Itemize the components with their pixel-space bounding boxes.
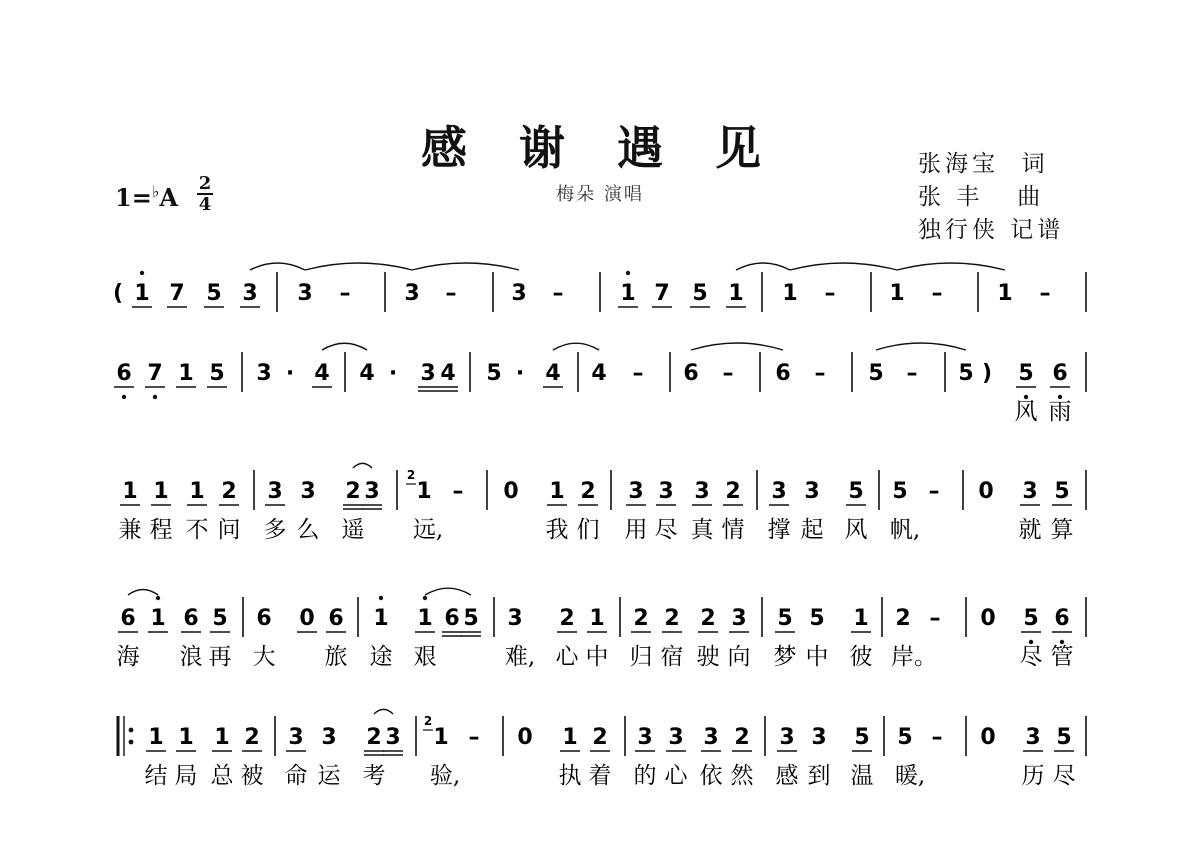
lyric-syllable: 海 [116,644,140,670]
note: 5 [809,606,825,631]
lyric-syllable: 尽 [1052,763,1076,789]
dash: – [906,361,918,386]
note: 5 [486,361,502,386]
note: 2 [725,479,741,504]
slur [305,263,412,270]
note: 3 [385,725,401,750]
note: 1 [214,725,230,750]
dash: – [722,361,734,386]
time-numerator: 2 [198,173,212,194]
lyric-syllable: 暖, [894,763,926,789]
note: 5 [463,606,479,631]
note: 3 [242,281,258,306]
lyric-syllable: 驶 [696,644,720,670]
repeat-dot [129,728,134,733]
note: 6 [256,606,272,631]
high-octave-dot [423,596,427,600]
note: 3 [507,606,523,631]
lyric-syllable: 我 [545,517,569,543]
transcriber-credit: 独行侠 记谱 [918,217,1065,243]
lyric-syllable: 岸。 [891,644,937,670]
slur [353,463,372,468]
note: 3 [297,281,313,306]
lyric-syllable: 算 [1050,517,1074,543]
note: 3 [1025,725,1041,750]
lyric-syllable: 多 [263,517,287,543]
note: 1 [373,606,389,631]
slur [425,588,471,595]
note: 1 [889,281,905,306]
note: 1 [728,281,744,306]
note: 1 [853,606,869,631]
note: 7 [147,361,163,386]
lyric-syllable: 旅 [324,644,348,670]
note: 5 [692,281,708,306]
lyric-syllable: 局 [174,763,198,789]
slur [250,263,305,270]
note: 4 [591,361,607,386]
lyric-syllable: 就 [1018,517,1042,543]
note: 2 [244,725,260,750]
note: 3 [267,479,283,504]
note: 3 [404,281,420,306]
lyric-syllable: 们 [576,517,600,543]
lyric-syllable: 着 [588,763,612,789]
note: 3 [256,361,272,386]
note: 2 [700,606,716,631]
note: 4 [359,361,375,386]
dot: · [515,361,525,386]
volta-number: 2 [406,468,416,482]
note: 5 [212,606,228,631]
note: 0 [299,606,315,631]
lyric-syllable: 情 [721,517,745,543]
dash: – [452,479,464,504]
lyric-syllable: 的 [633,763,657,789]
note: 5 [854,725,870,750]
note: 1 [782,281,798,306]
note: 1 [433,725,449,750]
composer-credit: 张 丰 曲 [918,184,1045,210]
note: 1 [178,361,194,386]
note: 7 [169,281,185,306]
note: 1 [997,281,1013,306]
dash: – [931,281,943,306]
lyric-syllable: 起 [800,517,824,543]
note: 5 [892,479,908,504]
time-denominator: 4 [198,194,212,215]
note: 5 [1054,479,1070,504]
volta-number: 2 [423,714,433,728]
lyric-syllable: 运 [317,763,341,789]
lyric-syllable: 浪 [179,644,203,670]
low-octave-dot [153,395,157,399]
note: 3 [637,725,653,750]
note: 4 [314,361,330,386]
lyric-syllable: 问 [217,517,241,543]
lyric-syllable: 心 [555,644,579,670]
slur [412,263,519,270]
dash: – [632,361,644,386]
lyric-syllable: 真 [690,517,714,543]
lyric-syllable: 宿 [660,644,684,670]
dash: – [931,725,943,750]
lyric-syllable: 依 [699,763,723,789]
lyric-syllable: 风 [844,517,868,543]
note: 1 [148,725,164,750]
lyric-syllable: 兼 [118,517,142,543]
note: 3 [703,725,719,750]
lyric-syllable: 尽 [654,517,678,543]
note: 2 [559,606,575,631]
lyric-syllable: 考 [362,763,386,789]
note: 1 [620,281,636,306]
lyric-syllable: 命 [284,763,308,789]
note: 3 [628,479,644,504]
lyric-syllable: 程 [149,517,173,543]
lyric-syllable: 大 [252,644,276,670]
lyric-syllable: 管 [1050,644,1074,670]
lyric-syllable: 感 [775,763,799,789]
note: 3 [364,479,380,504]
high-octave-dot [140,271,144,275]
note: 0 [503,479,519,504]
lyric-syllable: 撑 [767,517,791,543]
note: 4 [545,361,561,386]
note: 4 [440,361,456,386]
note: 6 [183,606,199,631]
high-octave-dot [626,271,630,275]
note: 5 [777,606,793,631]
note: 5 [1018,361,1034,386]
lyric-syllable: 历 [1021,763,1045,789]
dash: – [928,479,940,504]
slur [553,343,599,350]
singer-credit: 梅朵 演唱 [556,184,644,205]
note: 3 [658,479,674,504]
slur [128,590,158,596]
note: 5 [209,361,225,386]
note: 3 [811,725,827,750]
lyric-syllable: 梦 [773,644,797,670]
lyric-syllable: 途 [369,644,393,670]
note: 2 [734,725,750,750]
lyric-syllable: 风 [1014,399,1038,425]
lyric-syllable: 中 [585,644,609,670]
note: 5 [868,361,884,386]
slur [322,343,367,350]
note: 3 [668,725,684,750]
lyricist-credit: 张海宝 词 [918,151,1049,177]
lyric-syllable: 到 [807,763,831,789]
lyric-syllable: 不 [185,517,209,543]
lyric-syllable: 难, [504,644,536,670]
note: 2 [664,606,680,631]
dot: · [388,361,398,386]
note: 1 [549,479,565,504]
dash: – [1039,281,1051,306]
repeat-dot [129,740,134,745]
lyric-syllable: 归 [629,644,653,670]
lyric-syllable: 帆, [889,517,921,543]
note: 1 [589,606,605,631]
lyric-syllable: 心 [664,763,688,789]
note: 3 [731,606,747,631]
note: 0 [517,725,533,750]
note: 2 [221,479,237,504]
note: 0 [980,606,996,631]
note: 1 [122,479,138,504]
note: 6 [683,361,699,386]
bracket: ( [112,281,124,306]
dash: – [824,281,836,306]
note: 3 [694,479,710,504]
note: 7 [654,281,670,306]
slur [897,263,1005,270]
note: 5 [1023,606,1039,631]
note: 3 [779,725,795,750]
note: 2 [895,606,911,631]
lyric-syllable: 彼 [849,644,873,670]
lyric-syllable: 遥 [341,517,365,543]
key-note: A [159,183,178,212]
lyric-syllable: 总 [210,763,234,789]
note: 3 [1022,479,1038,504]
slur [736,263,790,270]
lyric-syllable: 用 [624,517,648,543]
dash: – [814,361,826,386]
high-octave-dot [379,596,383,600]
dash: – [552,281,564,306]
note: 6 [775,361,791,386]
note: 0 [978,479,994,504]
note: 3 [511,281,527,306]
note: 6 [1052,361,1068,386]
lyric-syllable: 中 [805,644,829,670]
note: 2 [580,479,596,504]
slur [374,709,393,714]
note: 0 [980,725,996,750]
note: 1 [150,606,166,631]
high-octave-dot [156,596,160,600]
note: 3 [804,479,820,504]
note: 6 [328,606,344,631]
note: 6 [444,606,460,631]
note: 1 [416,479,432,504]
lyric-syllable: 尽 [1019,644,1043,670]
lyric-syllable: 结 [144,763,168,789]
lyric-syllable: 雨 [1048,399,1072,425]
dash: – [339,281,351,306]
note: 5 [848,479,864,504]
lyric-syllable: 执 [558,763,582,789]
note: 5 [1056,725,1072,750]
dash: – [445,281,457,306]
note: 5 [958,361,974,386]
note: 3 [771,479,787,504]
note: 3 [321,725,337,750]
dot: · [285,361,295,386]
low-octave-dot [122,395,126,399]
note: 3 [300,479,316,504]
lyric-syllable: 再 [208,644,232,670]
bracket: ) [981,361,993,386]
slur [790,263,897,270]
note: 2 [592,725,608,750]
note: 2 [345,479,361,504]
lyric-syllable: 远, [412,517,444,543]
flat-sign: ♭ [151,182,160,201]
lyric-syllable: 温 [850,763,874,789]
note: 5 [206,281,222,306]
lyric-syllable: 然 [730,763,754,789]
note: 2 [366,725,382,750]
slur [876,343,966,350]
lyric-syllable: 么 [296,517,320,543]
note: 1 [153,479,169,504]
lyric-syllable: 验, [429,763,461,789]
slur [691,343,783,350]
note: 1 [134,281,150,306]
note: 1 [178,725,194,750]
note: 6 [1054,606,1070,631]
lyric-syllable: 被 [240,763,264,789]
dash: – [468,725,480,750]
note: 1 [417,606,433,631]
note: 1 [189,479,205,504]
note: 6 [116,361,132,386]
note: 3 [288,725,304,750]
lyric-syllable: 艰 [413,644,437,670]
note: 5 [897,725,913,750]
dash: – [929,606,941,631]
key-prefix: 1= [115,183,152,212]
note: 3 [420,361,436,386]
note: 6 [120,606,136,631]
note: 1 [562,725,578,750]
note: 2 [633,606,649,631]
lyric-syllable: 向 [727,644,751,670]
song-title: 感 谢 遇 见 [420,121,780,175]
